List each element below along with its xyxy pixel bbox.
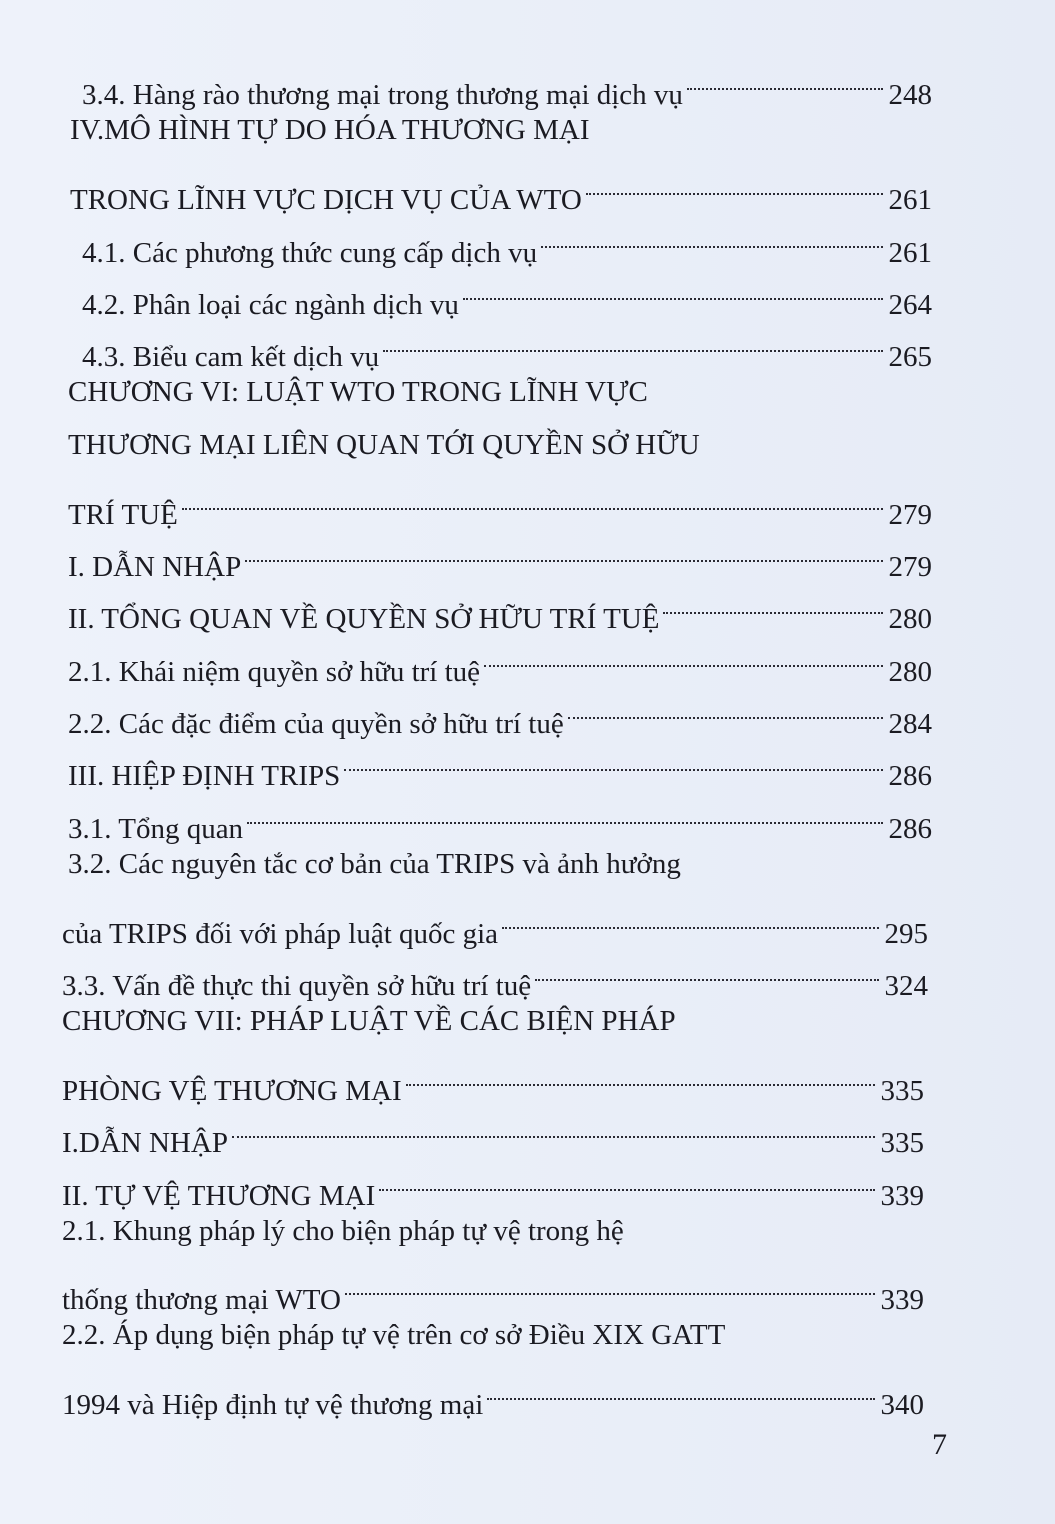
toc-entry-page: 261 — [888, 184, 932, 217]
toc-entry-page: 279 — [888, 498, 932, 531]
toc-entry-title: I. DẪN NHẬP — [68, 550, 242, 583]
toc-entry-title: 1994 và Hiệp định tự vệ thương mại — [62, 1389, 484, 1422]
toc-entry — [0, 995, 1055, 1047]
dot-leader — [232, 1100, 875, 1152]
dot-leader — [245, 524, 882, 576]
toc-entry-title: 4.1. Các phương thức cung cấp dịch vụ — [82, 236, 538, 269]
toc-entry-title: IV.MÔ HÌNH TỰ DO HÓA THƯƠNG MẠI — [70, 114, 590, 147]
toc-entry — [0, 1152, 1055, 1212]
toc-entry — [0, 576, 1055, 636]
toc-entry-page: 280 — [888, 655, 932, 688]
toc-entry-title: CHƯƠNG VII: PHÁP LUẬT VỀ CÁC BIỆN PHÁP — [62, 1005, 676, 1038]
toc-entry-title: 2.2. Các đặc điểm của quyền sở hữu trí tuệ — [68, 708, 564, 741]
toc-entry — [0, 104, 1055, 156]
dot-leader — [487, 1362, 874, 1414]
toc-entry-title: thống thương mại WTO — [62, 1284, 341, 1317]
dot-leader — [406, 1047, 875, 1099]
toc-entry-title: 4.2. Phân loại các ngành dịch vụ — [82, 288, 459, 321]
dot-leader — [586, 157, 883, 209]
toc-entry-title: 3.1. Tổng quan — [68, 812, 244, 845]
toc-entry-page: 335 — [880, 1074, 924, 1107]
dot-leader — [687, 52, 883, 104]
dot-leader — [182, 471, 883, 523]
toc-entry-title: III. HIỆP ĐỊNH TRIPS — [68, 760, 341, 793]
toc-entry — [0, 1309, 1055, 1361]
toc-entry-page: 286 — [888, 812, 932, 845]
toc-entry-title: 2.2. Áp dụng biện pháp tự vệ trên cơ sở Điều XIX GATT — [62, 1319, 726, 1352]
toc-entry — [0, 1362, 1055, 1422]
toc-entry-page: 248 — [888, 79, 932, 112]
dot-leader — [663, 576, 882, 628]
toc-entry-title: II. TỰ VỆ THƯƠNG MẠI — [62, 1179, 376, 1212]
toc-entry-page: 279 — [888, 550, 932, 583]
toc-entry — [0, 1047, 1055, 1107]
toc-entry — [0, 209, 1055, 269]
toc-entry-title: PHÒNG VỆ THƯƠNG MẠI — [62, 1074, 402, 1107]
toc-entry — [0, 628, 1055, 688]
toc-entry — [0, 471, 1055, 531]
toc-entry — [0, 262, 1055, 321]
dot-leader — [568, 681, 883, 733]
toc-entry — [0, 157, 1055, 217]
toc-entry — [0, 943, 1055, 1003]
toc-entry — [0, 419, 1055, 471]
dot-leader — [345, 1257, 875, 1309]
toc-entry-page: 339 — [880, 1179, 924, 1212]
toc-entry-title: THƯƠNG MẠI LIÊN QUAN TỚI QUYỀN SỞ HỮU — [68, 428, 700, 461]
toc-entry-page: 324 — [884, 970, 928, 1003]
toc-entry — [0, 1257, 1055, 1317]
toc-entry — [0, 890, 1055, 950]
toc-entry-title: 4.3. Biểu cam kết dịch vụ — [82, 341, 380, 374]
dot-leader — [535, 943, 878, 995]
toc-entry-title: 3.2. Các nguyên tắc cơ bản của TRIPS và ảnh hưởng — [68, 847, 681, 880]
toc-entry-page: 284 — [888, 708, 932, 741]
toc-entry-title: TRÍ TUỆ — [68, 498, 178, 531]
toc-entry — [0, 785, 1055, 845]
dot-leader — [541, 209, 882, 261]
toc-entry-page: 265 — [888, 341, 932, 374]
toc-entry — [0, 524, 1055, 583]
dot-leader — [379, 1152, 874, 1204]
dot-leader — [502, 890, 878, 942]
dot-leader — [463, 262, 883, 314]
toc-entry — [0, 366, 1055, 418]
toc-entry-page: 264 — [888, 288, 932, 321]
toc-entry — [0, 314, 1055, 374]
dot-leader — [383, 314, 882, 366]
toc-entry-title: 2.1. Khái niệm quyền sở hữu trí tuệ — [68, 655, 481, 688]
dot-leader — [247, 785, 882, 837]
toc-entry-page: 335 — [880, 1127, 924, 1160]
toc-entry-title: TRONG LĨNH VỰC DỊCH VỤ CỦA WTO — [70, 184, 582, 217]
toc-entry-title: 2.1. Khung pháp lý cho biện pháp tự vệ trong hệ — [62, 1214, 624, 1247]
toc-entry-page: 339 — [880, 1284, 924, 1317]
toc-entry-page: 261 — [888, 236, 932, 269]
toc-entry — [0, 1205, 1055, 1257]
toc-entry-page: 340 — [880, 1389, 924, 1422]
table-of-contents — [0, 52, 1055, 1422]
toc-entry — [0, 681, 1055, 741]
toc-entry-title: CHƯƠNG VI: LUẬT WTO TRONG LĨNH VỰC — [68, 376, 648, 409]
dot-leader — [484, 628, 882, 680]
toc-entry-page: 280 — [888, 603, 932, 636]
toc-entry — [0, 52, 1055, 112]
toc-entry — [0, 838, 1055, 890]
toc-entry-title: 3.3. Vấn đề thực thi quyền sở hữu trí tuệ — [62, 970, 532, 1003]
toc-entry-page: 286 — [888, 760, 932, 793]
dot-leader — [344, 733, 882, 785]
toc-entry-page: 295 — [884, 917, 928, 950]
toc-entry-title: II. TỔNG QUAN VỀ QUYỀN SỞ HỮU TRÍ TUỆ — [68, 603, 660, 636]
page-number: 7 — [932, 1428, 947, 1461]
toc-entry — [0, 733, 1055, 793]
toc-entry-title: của TRIPS đối với pháp luật quốc gia — [62, 917, 499, 950]
toc-entry-title: 3.4. Hàng rào thương mại trong thương mại dịch vụ — [82, 79, 683, 112]
toc-entry — [0, 1100, 1055, 1160]
toc-entry-title: I.DẪN NHẬP — [62, 1127, 228, 1160]
